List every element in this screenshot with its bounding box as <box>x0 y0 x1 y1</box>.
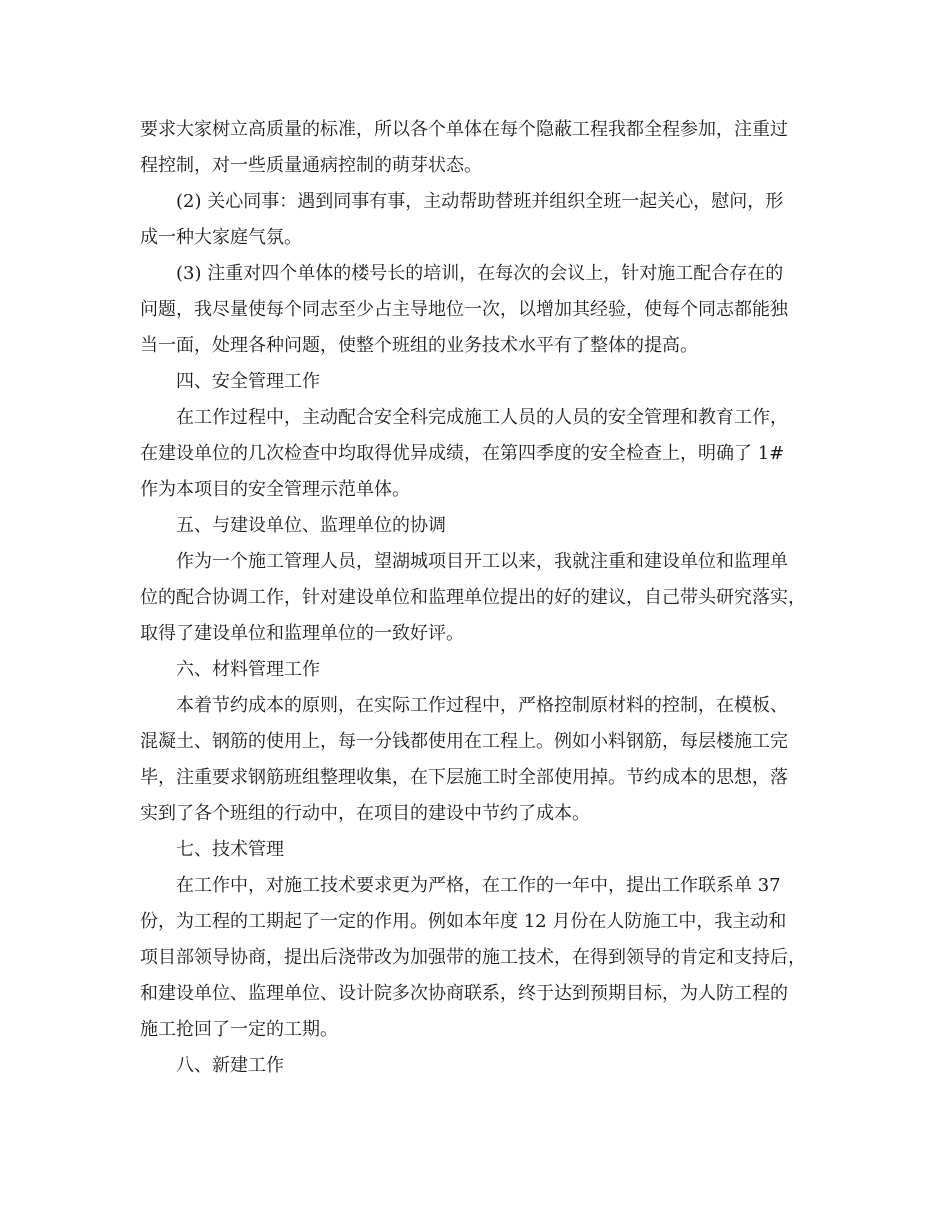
text-line: 六、材料管理工作 <box>176 659 320 680</box>
text-line: 在工作中，对施工技术要求更为严格，在工作的一年中，提出工作联系单 37 <box>176 875 781 896</box>
text-line: (3) 注重对四个单体的楼号长的培训，在每次的会议上，针对施工配合存在的 <box>176 263 784 284</box>
text-line: 七、技术管理 <box>176 839 284 860</box>
text-line: 要求大家树立高质量的标准，所以各个单体在每个隐蔽工程我都全程参加，注重过 <box>140 119 788 140</box>
text-line: 本着节约成本的原则，在实际工作过程中，严格控制原材料的控制，在模板、 <box>176 695 788 716</box>
text-line: 五、与建设单位、监理单位的协调 <box>176 515 446 536</box>
text-line: 位的配合协调工作，针对建设单位和监理单位提出的好的建议，自己带头研究落实， <box>140 587 806 608</box>
text-line: 份，为工程的工期起了一定的作用。例如本年度 12 月份在人防施工中，我主动和 <box>140 911 787 932</box>
document-body <box>140 112 820 1084</box>
text-line: 在建设单位的几次检查中均取得优异成绩，在第四季度的安全检查上，明确了 1# <box>140 443 785 464</box>
text-line: 施工抢回了一定的工期。 <box>140 1019 338 1040</box>
text-line: 在工作过程中，主动配合安全科完成施工人员的人员的安全管理和教育工作， <box>176 407 788 428</box>
text-line: 混凝土、钢筋的使用上，每一分钱都使用在工程上。例如小料钢筋，每层楼施工完 <box>140 731 788 752</box>
text-line: 八、新建工作 <box>176 1055 284 1076</box>
text-line: 实到了各个班组的行动中，在项目的建设中节约了成本。 <box>140 803 590 824</box>
text-line: 作为一个施工管理人员，望湖城项目开工以来，我就注重和建设单位和监理单 <box>176 551 788 572</box>
text-line: 和建设单位、监理单位、设计院多次协商联系，终于达到预期目标，为人防工程的 <box>140 983 788 1004</box>
text-line: 问题，我尽量使每个同志至少占主导地位一次，以增加其经验，使每个同志都能独 <box>140 299 788 320</box>
text-line: 当一面，处理各种问题，使整个班组的业务技术水平有了整体的提高。 <box>140 335 698 356</box>
text-line: 取得了建设单位和监理单位的一致好评。 <box>140 623 464 644</box>
text-line: (2) 关心同事：遇到同事有事，主动帮助替班并组织全班一起关心，慰问，形 <box>176 191 784 212</box>
text-line: 作为本项目的安全管理示范单体。 <box>140 479 410 500</box>
text-line: 成一种大家庭气氛。 <box>140 227 302 248</box>
text-line: 毕，注重要求钢筋班组整理收集，在下层施工时全部使用掉。节约成本的思想，落 <box>140 767 788 788</box>
text-line: 四、安全管理工作 <box>176 371 320 392</box>
text-line: 程控制，对一些质量通病控制的萌芽状态。 <box>140 155 482 176</box>
text-line: 项目部领导协商，提出后浇带改为加强带的施工技术，在得到领导的肯定和支持后， <box>140 947 806 968</box>
